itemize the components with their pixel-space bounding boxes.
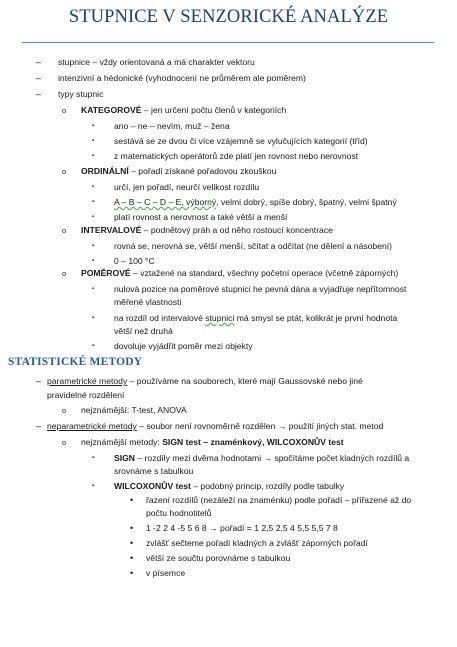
circle-marker: o (62, 106, 67, 115)
list-item (81, 165, 276, 178)
text-part: má smysl se ptát, kolikrát je první hodnota (234, 313, 398, 323)
circle-marker: o (62, 226, 67, 235)
list-item: zvlášť sečteme pořadí kladných a zvlášť záporných pořadí (146, 538, 368, 548)
list-item (81, 224, 333, 237)
dash-marker: – (36, 421, 42, 431)
grade-letters: A – B – C – D – E, výborný (114, 197, 217, 207)
square-marker: ▪ (92, 138, 95, 144)
circle-marker: o (62, 438, 67, 447)
list-item: stupnice – vždy orientovaná a má charakter vektoru (58, 57, 255, 67)
square-marker: ▪ (92, 483, 95, 489)
list-item (114, 480, 344, 493)
term-desc: – podobný princip, rozdíly podle tabulky (190, 481, 345, 491)
term-desc: – používáme na souborech, které mají Gaussovské nebo jiné (127, 376, 363, 386)
term-label: SIGN (114, 453, 136, 463)
term-desc: – jen určení počtu členů v kategoriích (141, 105, 287, 115)
list-item-cont: větší než druhá (114, 326, 173, 336)
list-item: v písemce (146, 568, 186, 578)
list-item: určí, jen pořadí, neurčí velikost rozdílu (114, 182, 260, 192)
term-label: ORDINÁLNÍ (81, 166, 129, 176)
grade-words: , velmi dobrý, spíše dobrý, špatný, velmi špatný (216, 197, 397, 207)
square-marker: ▪ (92, 315, 95, 321)
dash-marker: – (36, 376, 42, 386)
misspelled-word: stupnici (205, 313, 235, 323)
section-heading: STATISTICKÉ METODY (8, 356, 143, 368)
list-item: ano – ne – nevím, muž – žena (114, 121, 230, 131)
term-desc: – rozdíly mezi dvěma hodnotami → spočítáme počet kladných rozdílů a (135, 453, 410, 463)
circle-marker: o (62, 406, 67, 415)
square-marker: ▪ (92, 243, 95, 249)
square-marker: ▪ (92, 199, 95, 205)
square-marker: ▪ (92, 214, 95, 220)
term-desc: – podnětový práh a od něho rostoucí koncentrace (141, 225, 333, 235)
list-item: 1 -2 2 4 -5 5 6 8 → pořadí = 1 2,5 2,5 4 5,5 5,5 7 8 (146, 523, 338, 533)
term-label: KATEGOROVÉ (81, 105, 142, 115)
list-item: dovoluje vyjádřit poměr mezi objekty (114, 341, 253, 351)
term-label: WILCOXONŮV test (114, 481, 191, 491)
list-item (114, 452, 409, 465)
term-label: POMĚROVÉ (81, 268, 131, 278)
list-item (81, 436, 344, 449)
dash-marker: – (36, 89, 42, 99)
list-item: z matematických operátorů zde platí jen rovnost nebo nerovnost (114, 151, 359, 161)
list-item-cont: počtu hodnotitelů (146, 508, 212, 518)
term-desc: – soubor není rovnoměrně rozdělen → použití jiných stat. metod (136, 421, 384, 431)
dash-marker: – (36, 73, 42, 83)
square-marker: ▪ (92, 286, 95, 292)
list-item-cont: pravidelné rozdělení (47, 390, 125, 400)
methods-bold: SIGN test – znaménkový, WILCOXONŮV test (162, 437, 344, 447)
list-item (114, 196, 397, 209)
bullet-marker: • (130, 538, 134, 548)
list-item (47, 375, 363, 388)
list-item (114, 312, 397, 325)
bullet-marker: • (130, 495, 134, 505)
list-item-cont: srovnáme s tabulkou (114, 466, 194, 476)
page-title: STUPNICE V SENZORICKÉ ANALÝZE (68, 7, 389, 27)
term-desc: – pořadí získané pořadovou zkouškou (128, 166, 277, 176)
list-item: typy stupnic (58, 89, 104, 99)
list-item: nulová pozice na poměrové stupnici he pevná dána a vyjadřuje nepřítomnost (114, 284, 407, 294)
square-marker: ▪ (92, 258, 95, 264)
square-marker: ▪ (92, 343, 95, 349)
list-item (81, 104, 286, 117)
term-desc: – vztažené na standard, všechny početní operace (včetně záporných) (130, 268, 399, 278)
list-item (81, 267, 398, 280)
term-label: neparametrické metody (47, 421, 137, 431)
circle-marker: o (62, 167, 67, 176)
bullet-marker: • (130, 568, 134, 578)
square-marker: ▪ (92, 455, 95, 461)
square-marker: ▪ (92, 153, 95, 159)
dash-marker: – (36, 57, 42, 67)
bullet-marker: • (130, 523, 134, 533)
term-label: parametrické metody (47, 376, 128, 386)
list-item: intenzivní a hédonické (vyhodnocení ne průměrem ale poměrem) (58, 73, 306, 83)
list-item: rovná se, nerovná se, větší menší, sčítat a odčítat (ne dělení a násobení) (114, 241, 393, 251)
list-item: platí rovnost a nerovnost a také větší a menší (114, 212, 288, 222)
list-item-cont: měřené vlastnosti (114, 297, 182, 307)
list-item: větší ze součtu porovnáme s tabulkou (146, 553, 291, 563)
text-part: nejznámější metody: (81, 437, 163, 447)
term-label: INTERVALOVÉ (81, 225, 142, 235)
list-item: nejznámější: T-test, ANOVA (81, 405, 187, 415)
title-underline (22, 42, 434, 43)
square-marker: ▪ (92, 184, 95, 190)
text-part: na rozdíl od intervalové (114, 313, 206, 323)
list-item: řazení rozdílů (nezáleží na znaménku) podle pořadí – přiřazené až do (146, 495, 412, 505)
list-item (47, 420, 383, 433)
bullet-marker: • (130, 553, 134, 563)
list-item: sestává se ze dvou či více vzájemně se vylučujících kategorií (tříd) (114, 136, 368, 146)
circle-marker: o (62, 269, 67, 278)
square-marker: ▪ (92, 123, 95, 129)
list-item: 0 – 100 °C (114, 256, 155, 266)
